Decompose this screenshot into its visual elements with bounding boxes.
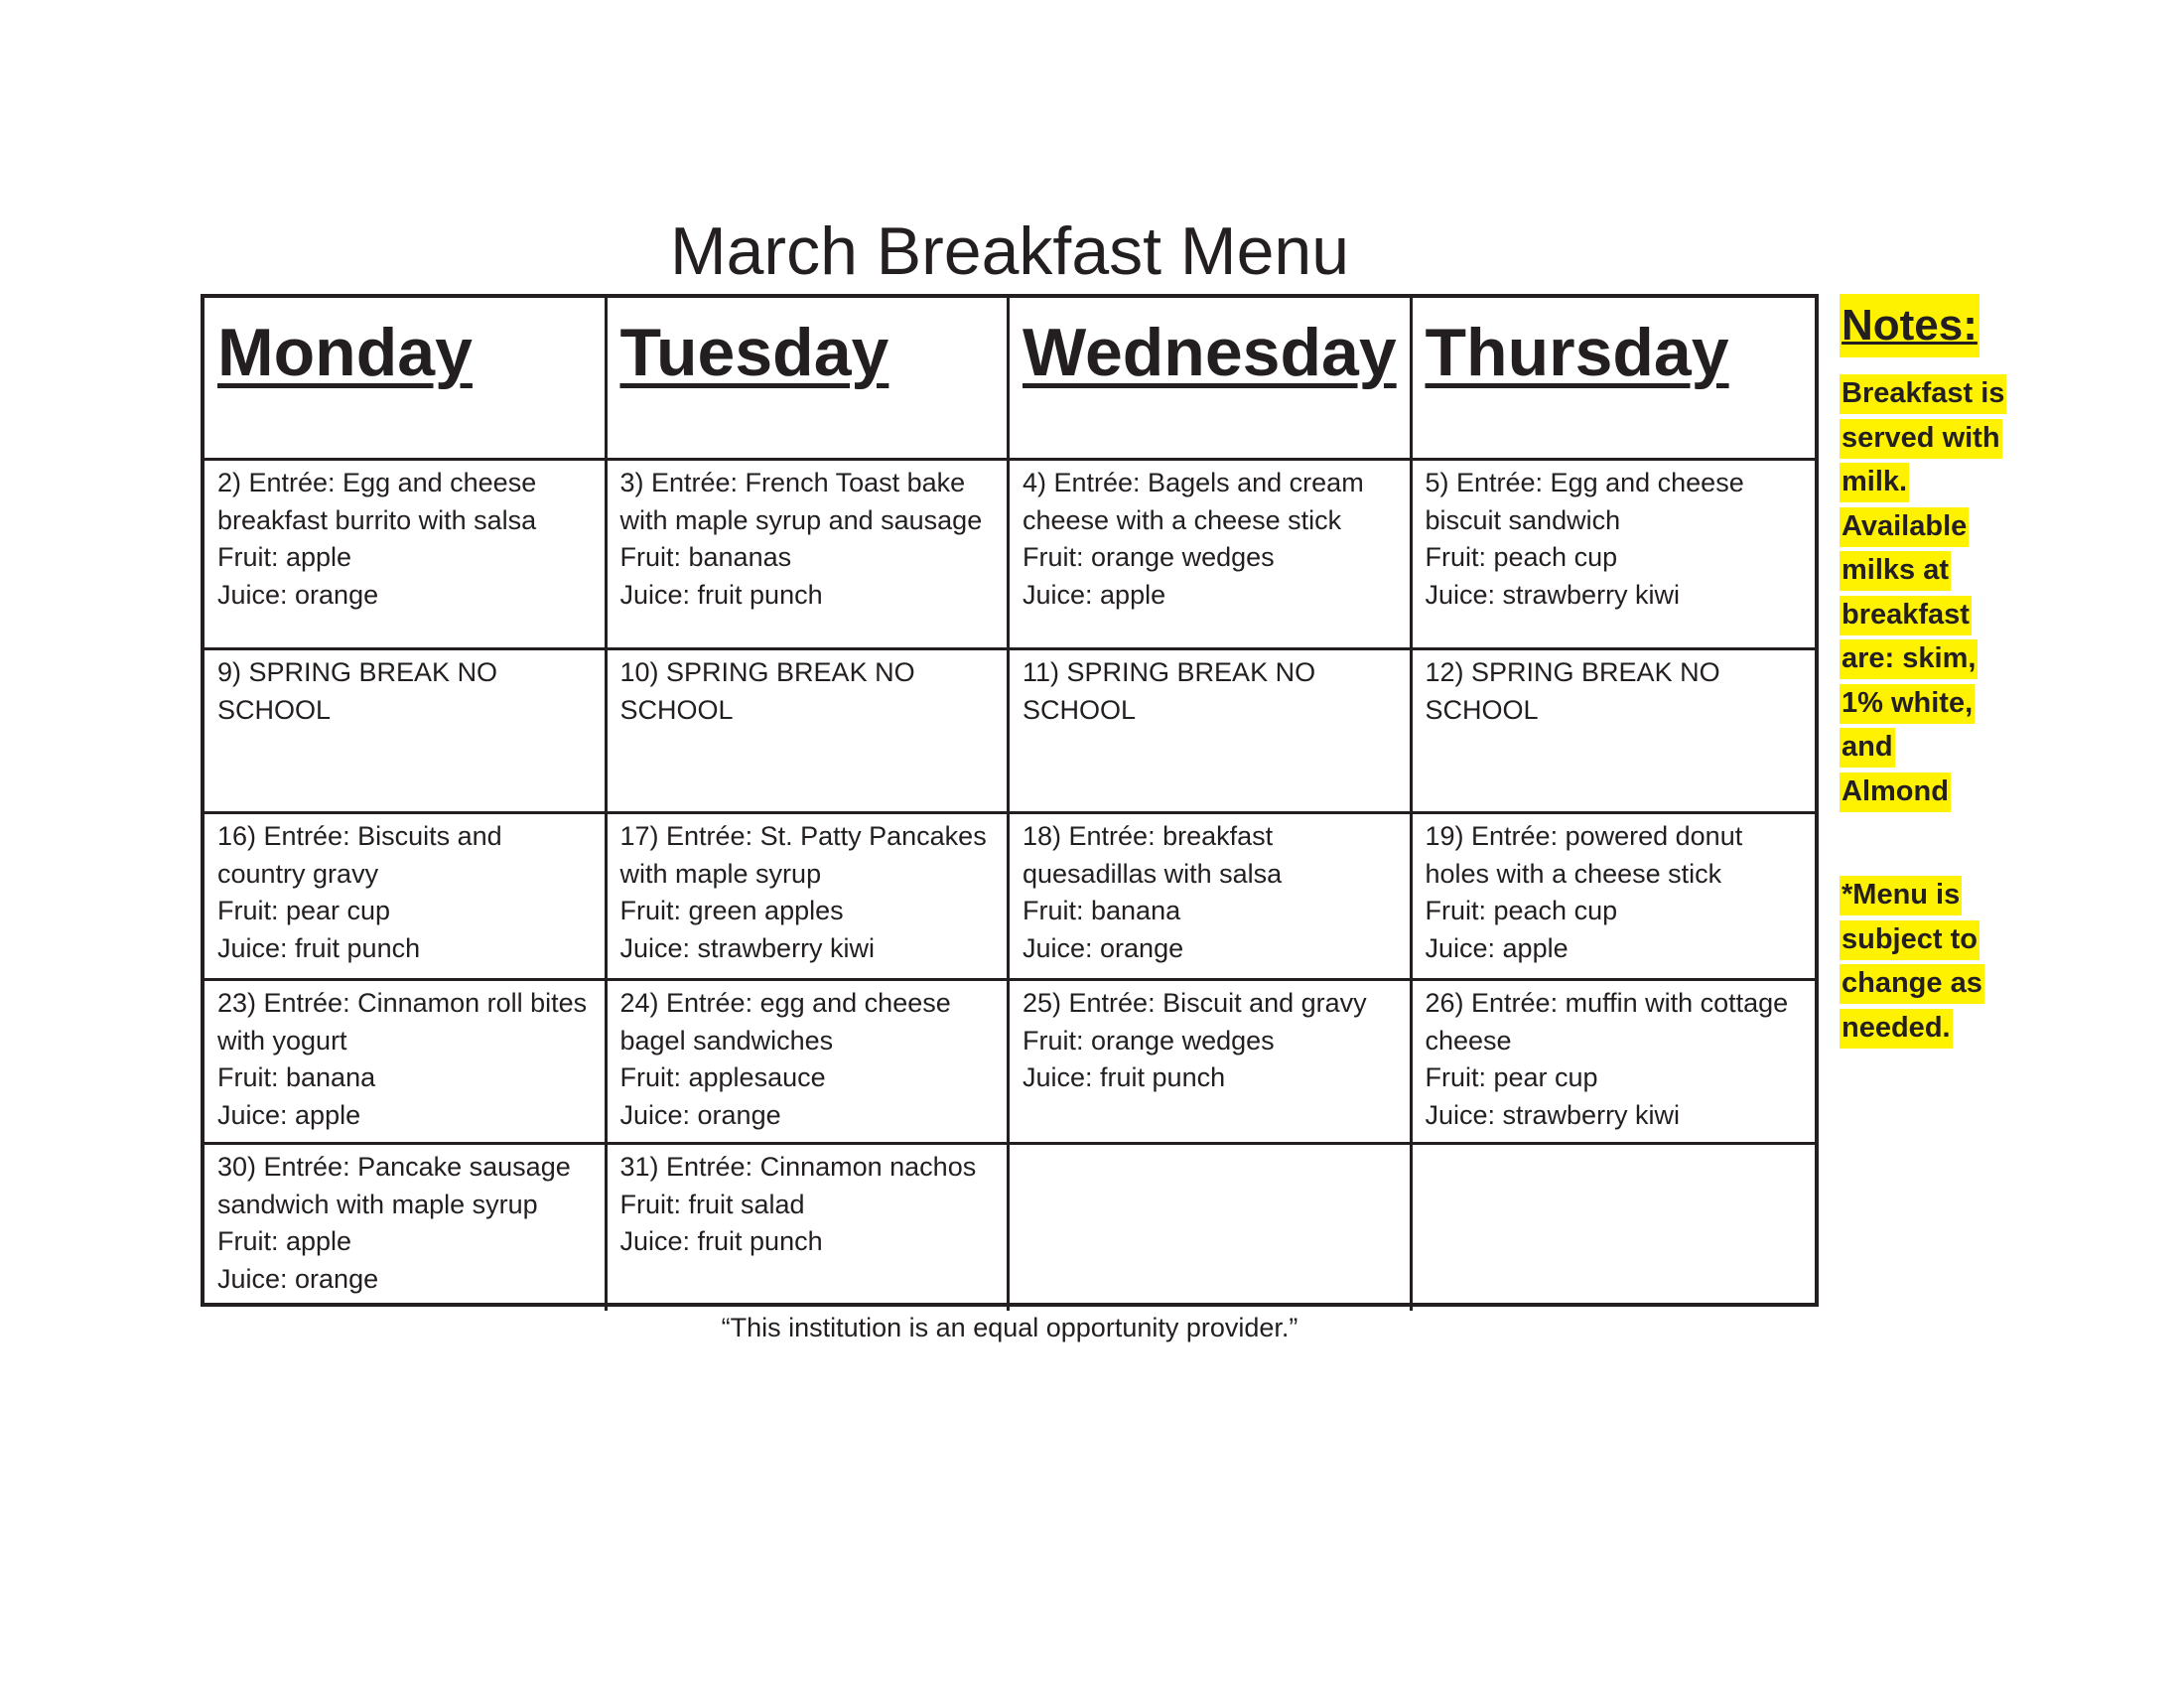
entree-text: 17) Entrée: St. Patty Pancakes with maple syrup bbox=[619, 821, 987, 889]
day-header-tuesday: Tuesday bbox=[619, 315, 889, 390]
menu-day-cell bbox=[1010, 461, 1413, 650]
juice-text: Juice: strawberry kiwi bbox=[1425, 579, 1681, 610]
closure-text: 11) SPRING BREAK NO SCHOOL bbox=[1023, 657, 1316, 725]
fruit-text: Fruit: bananas bbox=[619, 542, 792, 572]
closure-text: 10) SPRING BREAK NO SCHOOL bbox=[619, 657, 915, 725]
closure-text: 9) SPRING BREAK NO SCHOOL bbox=[217, 657, 498, 725]
milk-note-text: Breakfast is served with milk. Available milks at breakfast are: skim, 1% white, and Almond bbox=[1840, 374, 2006, 812]
menu-day-cell bbox=[608, 650, 1011, 814]
juice-text: Juice: orange bbox=[619, 1099, 781, 1130]
day-header-monday: Monday bbox=[217, 315, 473, 390]
fruit-text: Fruit: pear cup bbox=[217, 896, 391, 925]
menu-day-cell bbox=[1413, 650, 1816, 814]
entree-text: 3) Entrée: French Toast bake with maple syrup and sausage bbox=[619, 468, 983, 535]
day-header-wednesday: Wednesday bbox=[1023, 315, 1397, 390]
notes-title: Notes: bbox=[1840, 294, 1979, 357]
entree-text: 25) Entrée: Biscuit and gravy bbox=[1023, 988, 1367, 1018]
menu-day-cell bbox=[1413, 814, 1816, 981]
menu-day-cell-empty bbox=[1010, 1145, 1413, 1311]
menu-day-cell bbox=[608, 981, 1011, 1145]
entree-text: 24) Entrée: egg and cheese bagel sandwiches bbox=[619, 988, 951, 1055]
menu-day-cell bbox=[1010, 981, 1413, 1145]
fruit-text: Fruit: peach cup bbox=[1425, 542, 1618, 572]
menu-day-cell bbox=[205, 650, 608, 814]
menu-day-cell bbox=[608, 461, 1011, 650]
change-note bbox=[1840, 873, 2008, 1050]
fruit-text: Fruit: apple bbox=[217, 1226, 352, 1256]
entree-text: 18) Entrée: breakfast quesadillas with salsa bbox=[1023, 821, 1283, 889]
day-header-cell bbox=[608, 298, 1011, 461]
menu-day-cell bbox=[608, 1145, 1011, 1311]
juice-text: Juice: fruit punch bbox=[619, 1226, 823, 1256]
menu-day-cell bbox=[1010, 814, 1413, 981]
fruit-text: Fruit: green apples bbox=[619, 896, 844, 925]
juice-text: Juice: strawberry kiwi bbox=[1425, 1099, 1681, 1130]
entree-text: 19) Entrée: powered donut holes with a cheese stick bbox=[1425, 821, 1743, 889]
fruit-text: Fruit: pear cup bbox=[1425, 1062, 1598, 1092]
menu-day-cell bbox=[205, 814, 608, 981]
page-title: March Breakfast Menu bbox=[669, 213, 1350, 289]
fruit-text: Fruit: banana bbox=[1023, 896, 1181, 925]
day-header-cell bbox=[1010, 298, 1413, 461]
menu-day-cell-empty bbox=[1413, 1145, 1816, 1311]
menu-day-cell bbox=[205, 461, 608, 650]
juice-text: Juice: orange bbox=[217, 1263, 379, 1294]
menu-day-cell bbox=[608, 814, 1011, 981]
day-header-cell bbox=[1413, 298, 1816, 461]
fruit-text: Fruit: orange wedges bbox=[1023, 1025, 1275, 1055]
juice-text: Juice: orange bbox=[1023, 932, 1184, 963]
entree-text: 26) Entrée: muffin with cottage cheese bbox=[1425, 988, 1789, 1055]
juice-text: Juice: apple bbox=[217, 1099, 361, 1130]
juice-text: Juice: orange bbox=[217, 579, 379, 610]
juice-text: Juice: fruit punch bbox=[217, 932, 421, 963]
change-note-text: *Menu is subject to change as needed. bbox=[1840, 876, 1984, 1049]
day-header-thursday: Thursday bbox=[1425, 315, 1729, 390]
milk-note bbox=[1840, 371, 2008, 813]
equal-opportunity-statement: “This institution is an equal opportunity provider.” bbox=[721, 1313, 1298, 1342]
juice-text: Juice: strawberry kiwi bbox=[619, 932, 876, 963]
entree-text: 31) Entrée: Cinnamon nachos bbox=[619, 1152, 977, 1182]
fruit-text: Fruit: apple bbox=[217, 542, 352, 572]
menu-day-cell bbox=[1413, 461, 1816, 650]
juice-text: Juice: apple bbox=[1023, 579, 1166, 610]
notes-panel bbox=[1840, 294, 2008, 1050]
menu-day-cell bbox=[205, 981, 608, 1145]
juice-text: Juice: fruit punch bbox=[1023, 1062, 1226, 1092]
menu-day-cell bbox=[1413, 981, 1816, 1145]
entree-text: 4) Entrée: Bagels and cream cheese with a cheese stick bbox=[1023, 468, 1364, 535]
entree-text: 2) Entrée: Egg and cheese breakfast burrito with salsa bbox=[217, 468, 537, 535]
juice-text: Juice: apple bbox=[1425, 932, 1569, 963]
entree-text: 16) Entrée: Biscuits and country gravy bbox=[217, 821, 502, 889]
menu-day-cell bbox=[1010, 650, 1413, 814]
fruit-text: Fruit: peach cup bbox=[1425, 896, 1618, 925]
entree-text: 5) Entrée: Egg and cheese biscuit sandwich bbox=[1425, 468, 1744, 535]
closure-text: 12) SPRING BREAK NO SCHOOL bbox=[1425, 657, 1720, 725]
entree-text: 30) Entrée: Pancake sausage sandwich with maple syrup bbox=[217, 1152, 571, 1219]
menu-day-cell bbox=[205, 1145, 608, 1311]
entree-text: 23) Entrée: Cinnamon roll bites with yogurt bbox=[217, 988, 588, 1055]
fruit-text: Fruit: orange wedges bbox=[1023, 542, 1275, 572]
day-header-cell bbox=[205, 298, 608, 461]
fruit-text: Fruit: applesauce bbox=[619, 1062, 826, 1092]
menu-calendar bbox=[201, 294, 1819, 1307]
fruit-text: Fruit: banana bbox=[217, 1062, 376, 1092]
fruit-text: Fruit: fruit salad bbox=[619, 1189, 805, 1219]
juice-text: Juice: fruit punch bbox=[619, 579, 823, 610]
